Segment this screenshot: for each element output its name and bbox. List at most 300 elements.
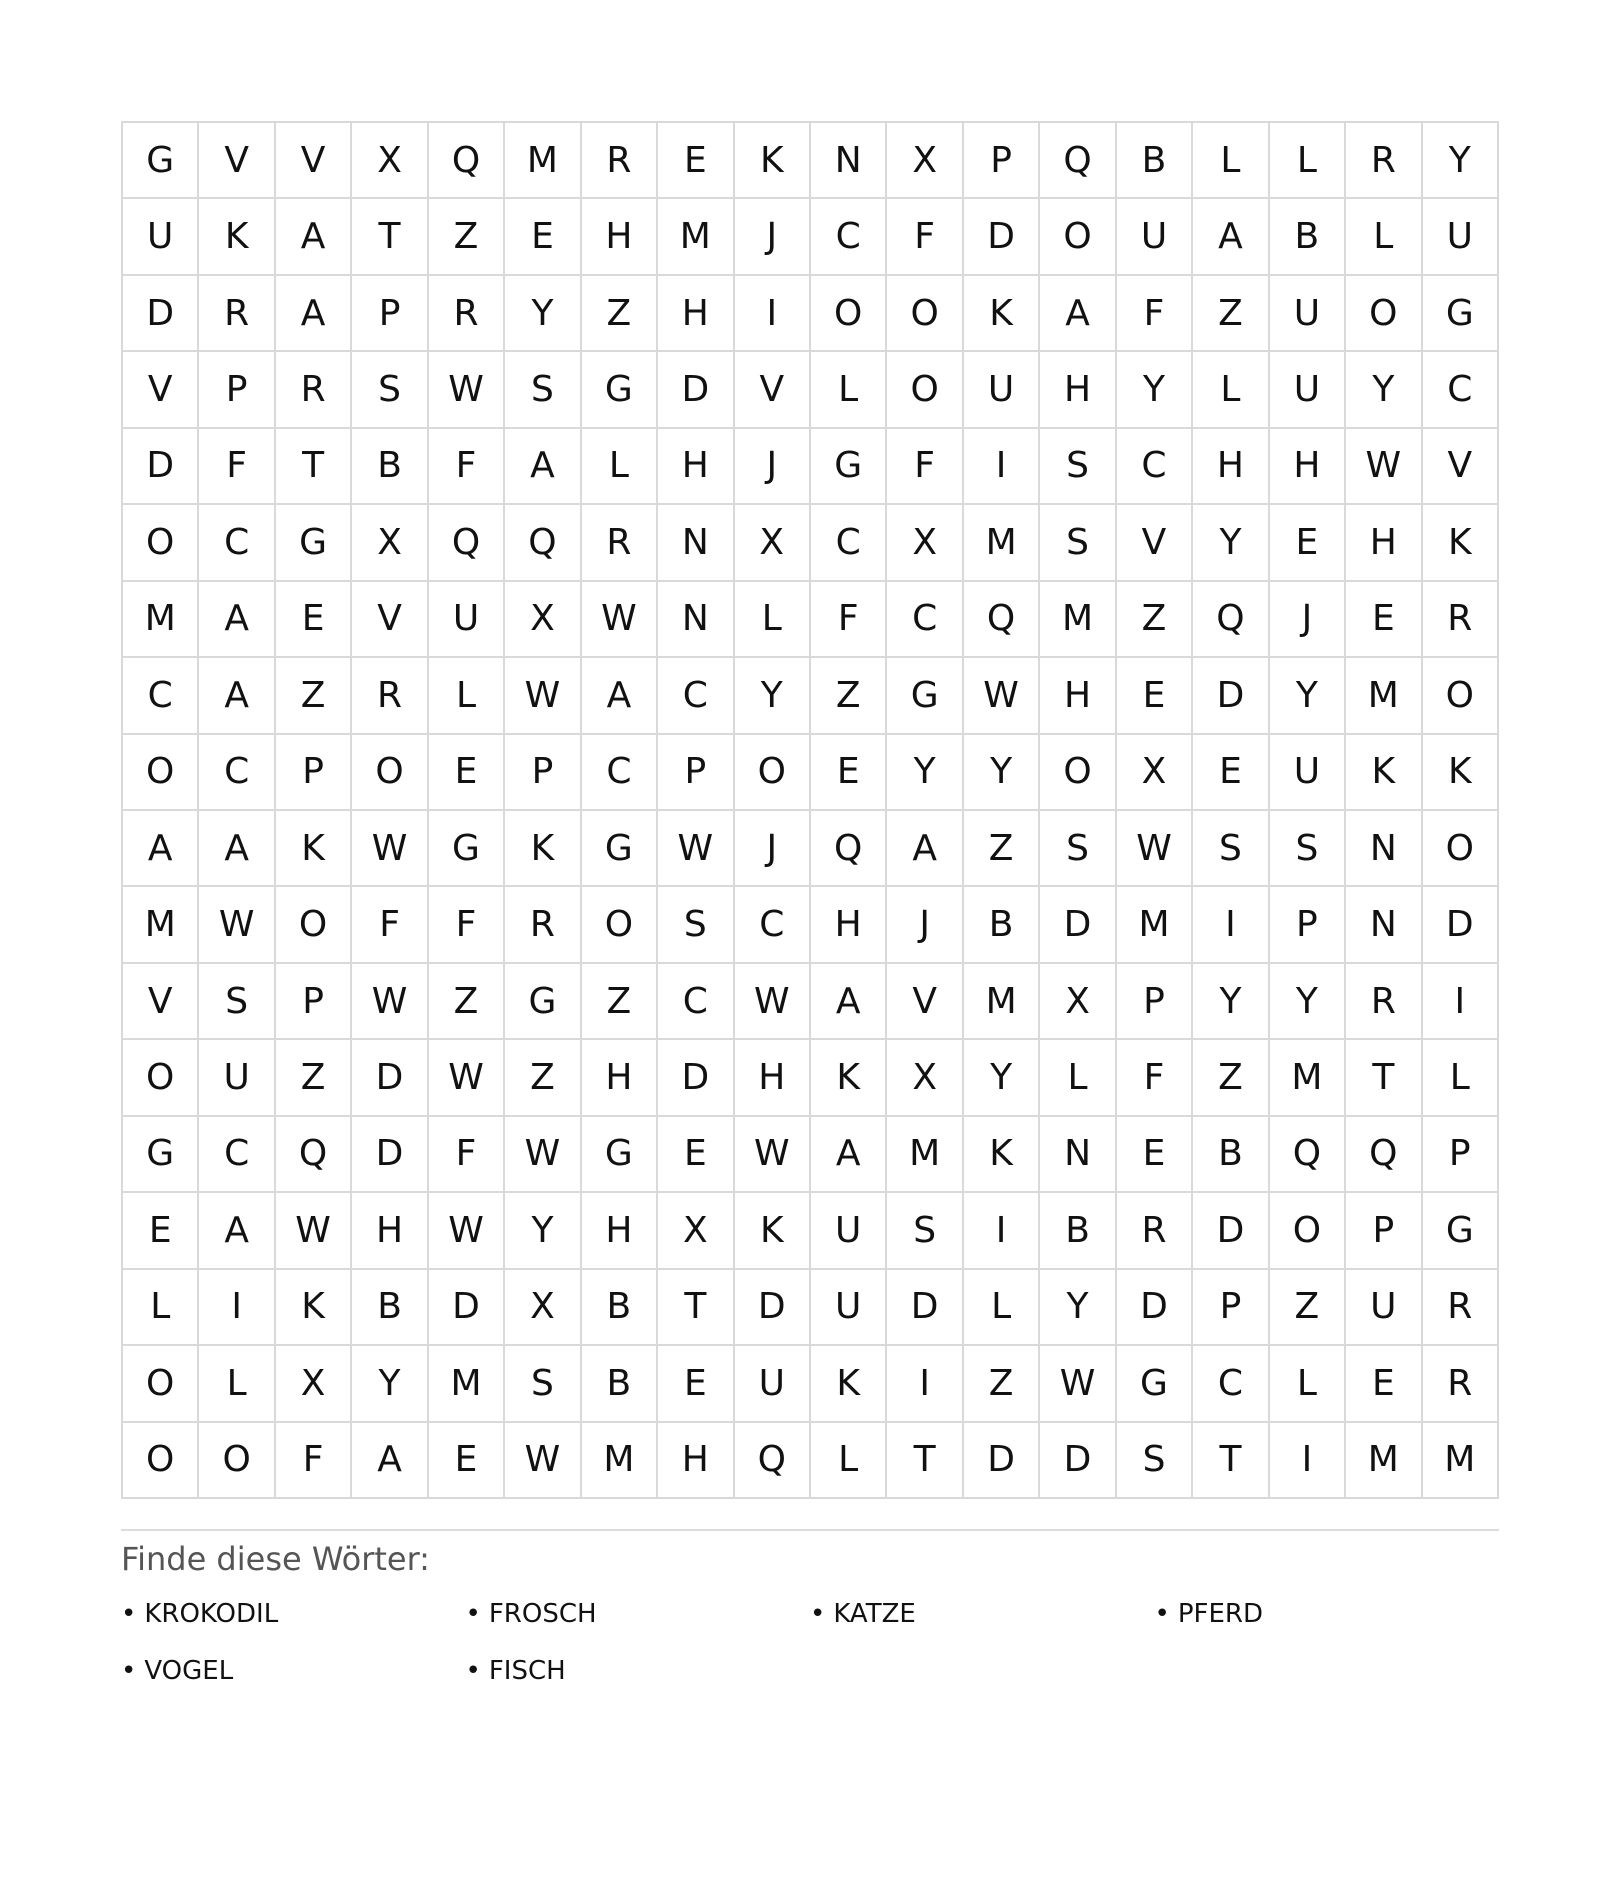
grid-cell[interactable]: F (887, 199, 963, 275)
grid-cell[interactable]: D (658, 352, 734, 428)
grid-cell[interactable]: R (1346, 964, 1422, 1040)
grid-cell[interactable]: C (1193, 1346, 1269, 1422)
grid-cell[interactable]: A (199, 658, 275, 734)
grid-cell[interactable]: U (1346, 1270, 1422, 1346)
grid-cell[interactable]: E (429, 1423, 505, 1499)
grid-cell[interactable]: A (199, 811, 275, 887)
grid-cell[interactable]: D (352, 1117, 428, 1193)
grid-cell[interactable]: D (1117, 1270, 1193, 1346)
grid-cell[interactable]: E (276, 582, 352, 658)
grid-cell[interactable]: E (1117, 1117, 1193, 1193)
grid-cell[interactable]: A (1193, 199, 1269, 275)
grid-cell[interactable]: Z (1193, 276, 1269, 352)
grid-cell[interactable]: F (429, 429, 505, 505)
grid-cell[interactable]: K (735, 1193, 811, 1269)
grid-cell[interactable]: O (582, 887, 658, 963)
grid-cell[interactable]: S (352, 352, 428, 428)
grid-cell[interactable]: M (1117, 887, 1193, 963)
grid-cell[interactable]: G (582, 352, 658, 428)
grid-cell[interactable]: L (429, 658, 505, 734)
grid-cell[interactable]: S (505, 1346, 581, 1422)
grid-cell[interactable]: R (1423, 1270, 1499, 1346)
grid-cell[interactable]: V (1117, 505, 1193, 581)
grid-cell[interactable]: F (1117, 276, 1193, 352)
grid-cell[interactable]: H (582, 1040, 658, 1116)
grid-cell[interactable]: X (887, 505, 963, 581)
grid-cell[interactable]: L (1270, 1346, 1346, 1422)
grid-cell[interactable]: J (887, 887, 963, 963)
grid-cell[interactable]: U (1270, 352, 1346, 428)
grid-cell[interactable]: P (505, 735, 581, 811)
grid-cell[interactable]: E (1117, 658, 1193, 734)
grid-cell[interactable]: M (887, 1117, 963, 1193)
grid-cell[interactable]: E (1346, 582, 1422, 658)
grid-cell[interactable]: A (582, 658, 658, 734)
grid-cell[interactable]: M (1270, 1040, 1346, 1116)
grid-cell[interactable]: Z (505, 1040, 581, 1116)
grid-cell[interactable]: W (276, 1193, 352, 1269)
grid-cell[interactable]: M (1040, 582, 1116, 658)
grid-cell[interactable]: W (505, 1423, 581, 1499)
grid-cell[interactable]: E (123, 1193, 199, 1269)
grid-cell[interactable]: M (658, 199, 734, 275)
grid-cell[interactable]: B (352, 1270, 428, 1346)
grid-cell[interactable]: Y (1270, 964, 1346, 1040)
grid-cell[interactable]: N (658, 505, 734, 581)
grid-cell[interactable]: Z (276, 1040, 352, 1116)
grid-cell[interactable]: G (582, 811, 658, 887)
grid-cell[interactable]: W (1040, 1346, 1116, 1422)
grid-cell[interactable]: D (658, 1040, 734, 1116)
grid-cell[interactable]: R (1423, 1346, 1499, 1422)
grid-cell[interactable]: F (276, 1423, 352, 1499)
grid-cell[interactable]: F (429, 1117, 505, 1193)
grid-cell[interactable]: H (352, 1193, 428, 1269)
grid-cell[interactable]: X (505, 582, 581, 658)
grid-cell[interactable]: H (1040, 352, 1116, 428)
grid-cell[interactable]: O (123, 505, 199, 581)
grid-cell[interactable]: I (1270, 1423, 1346, 1499)
grid-cell[interactable]: V (276, 123, 352, 199)
grid-cell[interactable]: P (964, 123, 1040, 199)
grid-cell[interactable]: Z (1193, 1040, 1269, 1116)
grid-cell[interactable]: M (1346, 1423, 1422, 1499)
grid-cell[interactable]: Z (582, 276, 658, 352)
grid-cell[interactable]: M (123, 582, 199, 658)
grid-cell[interactable]: U (429, 582, 505, 658)
grid-cell[interactable]: A (887, 811, 963, 887)
grid-cell[interactable]: E (505, 199, 581, 275)
grid-cell[interactable]: U (811, 1193, 887, 1269)
grid-cell[interactable]: P (1117, 964, 1193, 1040)
grid-cell[interactable]: G (1117, 1346, 1193, 1422)
grid-cell[interactable]: F (887, 429, 963, 505)
grid-cell[interactable]: S (1117, 1423, 1193, 1499)
grid-cell[interactable]: S (1270, 811, 1346, 887)
grid-cell[interactable]: K (811, 1346, 887, 1422)
grid-cell[interactable]: O (1423, 811, 1499, 887)
grid-cell[interactable]: L (1040, 1040, 1116, 1116)
grid-cell[interactable]: M (123, 887, 199, 963)
grid-cell[interactable]: E (1193, 735, 1269, 811)
grid-cell[interactable]: G (582, 1117, 658, 1193)
grid-cell[interactable]: Y (1346, 352, 1422, 428)
grid-cell[interactable]: V (199, 123, 275, 199)
grid-cell[interactable]: Z (276, 658, 352, 734)
grid-cell[interactable]: Q (276, 1117, 352, 1193)
grid-cell[interactable]: P (276, 735, 352, 811)
grid-cell[interactable]: G (1423, 1193, 1499, 1269)
grid-cell[interactable]: P (199, 352, 275, 428)
grid-cell[interactable]: B (582, 1270, 658, 1346)
grid-cell[interactable]: C (582, 735, 658, 811)
grid-cell[interactable]: T (276, 429, 352, 505)
grid-cell[interactable]: G (505, 964, 581, 1040)
grid-cell[interactable]: D (964, 1423, 1040, 1499)
grid-cell[interactable]: M (429, 1346, 505, 1422)
grid-cell[interactable]: D (1040, 887, 1116, 963)
grid-cell[interactable]: O (123, 1423, 199, 1499)
grid-cell[interactable]: R (1117, 1193, 1193, 1269)
grid-cell[interactable]: G (123, 1117, 199, 1193)
grid-cell[interactable]: P (276, 964, 352, 1040)
grid-cell[interactable]: H (582, 1193, 658, 1269)
grid-cell[interactable]: M (505, 123, 581, 199)
grid-cell[interactable]: Y (1040, 1270, 1116, 1346)
grid-cell[interactable]: C (811, 199, 887, 275)
grid-cell[interactable]: Y (1423, 123, 1499, 199)
grid-cell[interactable]: W (658, 811, 734, 887)
grid-cell[interactable]: W (964, 658, 1040, 734)
grid-cell[interactable]: Z (429, 199, 505, 275)
grid-cell[interactable]: X (658, 1193, 734, 1269)
grid-cell[interactable]: O (887, 276, 963, 352)
grid-cell[interactable]: Y (964, 1040, 1040, 1116)
grid-cell[interactable]: V (1423, 429, 1499, 505)
grid-cell[interactable]: L (582, 429, 658, 505)
grid-cell[interactable]: C (735, 887, 811, 963)
grid-cell[interactable]: E (658, 123, 734, 199)
grid-cell[interactable]: O (123, 735, 199, 811)
grid-cell[interactable]: T (887, 1423, 963, 1499)
grid-cell[interactable]: H (658, 1423, 734, 1499)
grid-cell[interactable]: K (964, 1117, 1040, 1193)
grid-cell[interactable]: T (658, 1270, 734, 1346)
grid-cell[interactable]: Z (1270, 1270, 1346, 1346)
grid-cell[interactable]: O (811, 276, 887, 352)
grid-cell[interactable]: M (582, 1423, 658, 1499)
grid-cell[interactable]: X (352, 505, 428, 581)
grid-cell[interactable]: S (1040, 811, 1116, 887)
grid-cell[interactable]: H (582, 199, 658, 275)
grid-cell[interactable]: I (199, 1270, 275, 1346)
grid-cell[interactable]: A (811, 1117, 887, 1193)
grid-cell[interactable]: G (123, 123, 199, 199)
grid-cell[interactable]: X (887, 1040, 963, 1116)
grid-cell[interactable]: H (658, 429, 734, 505)
grid-cell[interactable]: Y (964, 735, 1040, 811)
grid-cell[interactable]: O (1270, 1193, 1346, 1269)
grid-cell[interactable]: O (735, 735, 811, 811)
grid-cell[interactable]: A (352, 1423, 428, 1499)
grid-cell[interactable]: K (1346, 735, 1422, 811)
grid-cell[interactable]: Q (505, 505, 581, 581)
grid-cell[interactable]: A (276, 199, 352, 275)
grid-cell[interactable]: O (887, 352, 963, 428)
grid-cell[interactable]: L (811, 1423, 887, 1499)
grid-cell[interactable]: G (811, 429, 887, 505)
grid-cell[interactable]: S (1040, 429, 1116, 505)
grid-cell[interactable]: W (1117, 811, 1193, 887)
grid-cell[interactable]: H (1270, 429, 1346, 505)
grid-cell[interactable]: E (811, 735, 887, 811)
grid-cell[interactable]: F (429, 887, 505, 963)
grid-cell[interactable]: D (964, 199, 1040, 275)
grid-cell[interactable]: W (505, 658, 581, 734)
grid-cell[interactable]: C (887, 582, 963, 658)
grid-cell[interactable]: O (1346, 276, 1422, 352)
grid-cell[interactable]: C (658, 658, 734, 734)
grid-cell[interactable]: G (887, 658, 963, 734)
grid-cell[interactable]: E (429, 735, 505, 811)
grid-cell[interactable]: B (1040, 1193, 1116, 1269)
grid-cell[interactable]: W (352, 811, 428, 887)
grid-cell[interactable]: K (276, 811, 352, 887)
grid-cell[interactable]: L (1346, 199, 1422, 275)
grid-cell[interactable]: W (1346, 429, 1422, 505)
grid-cell[interactable]: S (1193, 811, 1269, 887)
grid-cell[interactable]: R (505, 887, 581, 963)
grid-cell[interactable]: B (1270, 199, 1346, 275)
grid-cell[interactable]: D (352, 1040, 428, 1116)
grid-cell[interactable]: V (735, 352, 811, 428)
grid-cell[interactable]: O (123, 1040, 199, 1116)
grid-cell[interactable]: U (1117, 199, 1193, 275)
grid-cell[interactable]: U (1270, 276, 1346, 352)
grid-cell[interactable]: D (123, 276, 199, 352)
grid-cell[interactable]: U (811, 1270, 887, 1346)
grid-cell[interactable]: Y (887, 735, 963, 811)
grid-cell[interactable]: S (887, 1193, 963, 1269)
grid-cell[interactable]: M (964, 505, 1040, 581)
grid-cell[interactable]: N (1040, 1117, 1116, 1193)
grid-cell[interactable]: U (735, 1346, 811, 1422)
grid-cell[interactable]: A (199, 582, 275, 658)
grid-cell[interactable]: K (735, 123, 811, 199)
grid-cell[interactable]: O (276, 887, 352, 963)
grid-cell[interactable]: D (735, 1270, 811, 1346)
grid-cell[interactable]: X (505, 1270, 581, 1346)
grid-cell[interactable]: B (1193, 1117, 1269, 1193)
grid-cell[interactable]: H (1040, 658, 1116, 734)
grid-cell[interactable]: O (1423, 658, 1499, 734)
grid-cell[interactable]: A (505, 429, 581, 505)
grid-cell[interactable]: D (123, 429, 199, 505)
grid-cell[interactable]: Q (735, 1423, 811, 1499)
grid-cell[interactable]: L (123, 1270, 199, 1346)
grid-cell[interactable]: Z (582, 964, 658, 1040)
grid-cell[interactable]: H (1193, 429, 1269, 505)
grid-cell[interactable]: W (735, 1117, 811, 1193)
grid-cell[interactable]: Z (964, 1346, 1040, 1422)
grid-cell[interactable]: V (123, 352, 199, 428)
grid-cell[interactable]: R (352, 658, 428, 734)
grid-cell[interactable]: C (199, 735, 275, 811)
grid-cell[interactable]: R (1423, 582, 1499, 658)
grid-cell[interactable]: A (1040, 276, 1116, 352)
grid-cell[interactable]: O (1040, 735, 1116, 811)
grid-cell[interactable]: X (352, 123, 428, 199)
grid-cell[interactable]: P (1423, 1117, 1499, 1193)
grid-cell[interactable]: P (658, 735, 734, 811)
grid-cell[interactable]: Y (352, 1346, 428, 1422)
grid-cell[interactable]: T (1346, 1040, 1422, 1116)
grid-cell[interactable]: K (1423, 505, 1499, 581)
grid-cell[interactable]: B (964, 887, 1040, 963)
grid-cell[interactable]: U (123, 199, 199, 275)
grid-cell[interactable]: H (811, 887, 887, 963)
grid-cell[interactable]: U (964, 352, 1040, 428)
grid-cell[interactable]: E (658, 1346, 734, 1422)
grid-cell[interactable]: D (1040, 1423, 1116, 1499)
grid-cell[interactable]: A (123, 811, 199, 887)
grid-cell[interactable]: L (735, 582, 811, 658)
grid-cell[interactable]: S (658, 887, 734, 963)
grid-cell[interactable]: Y (1117, 352, 1193, 428)
grid-cell[interactable]: D (887, 1270, 963, 1346)
grid-cell[interactable]: J (1270, 582, 1346, 658)
grid-cell[interactable]: W (352, 964, 428, 1040)
grid-cell[interactable]: W (505, 1117, 581, 1193)
grid-cell[interactable]: W (582, 582, 658, 658)
grid-cell[interactable]: Q (811, 811, 887, 887)
grid-cell[interactable]: Q (429, 123, 505, 199)
grid-cell[interactable]: J (735, 429, 811, 505)
grid-cell[interactable]: X (735, 505, 811, 581)
grid-cell[interactable]: X (1040, 964, 1116, 1040)
grid-cell[interactable]: L (1193, 123, 1269, 199)
grid-cell[interactable]: O (1040, 199, 1116, 275)
grid-cell[interactable]: H (735, 1040, 811, 1116)
grid-cell[interactable]: Y (1193, 964, 1269, 1040)
grid-cell[interactable]: Q (1346, 1117, 1422, 1193)
grid-cell[interactable]: J (735, 811, 811, 887)
grid-cell[interactable]: B (582, 1346, 658, 1422)
grid-cell[interactable]: A (276, 276, 352, 352)
grid-cell[interactable]: R (582, 123, 658, 199)
grid-cell[interactable]: N (811, 123, 887, 199)
grid-cell[interactable]: W (735, 964, 811, 1040)
grid-cell[interactable]: O (352, 735, 428, 811)
grid-cell[interactable]: N (1346, 811, 1422, 887)
grid-cell[interactable]: F (352, 887, 428, 963)
grid-cell[interactable]: C (199, 505, 275, 581)
grid-cell[interactable]: N (1346, 887, 1422, 963)
grid-cell[interactable]: D (1193, 658, 1269, 734)
grid-cell[interactable]: F (199, 429, 275, 505)
grid-cell[interactable]: R (1346, 123, 1422, 199)
grid-cell[interactable]: H (1346, 505, 1422, 581)
grid-cell[interactable]: B (1117, 123, 1193, 199)
grid-cell[interactable]: U (1270, 735, 1346, 811)
grid-cell[interactable]: O (123, 1346, 199, 1422)
grid-cell[interactable]: W (429, 1040, 505, 1116)
grid-cell[interactable]: B (352, 429, 428, 505)
grid-cell[interactable]: E (1270, 505, 1346, 581)
grid-cell[interactable]: L (1193, 352, 1269, 428)
grid-cell[interactable]: Y (505, 276, 581, 352)
grid-cell[interactable]: Z (811, 658, 887, 734)
grid-cell[interactable]: I (964, 429, 1040, 505)
grid-cell[interactable]: W (429, 1193, 505, 1269)
grid-cell[interactable]: G (276, 505, 352, 581)
grid-cell[interactable]: G (429, 811, 505, 887)
grid-cell[interactable]: U (199, 1040, 275, 1116)
grid-cell[interactable]: Y (1270, 658, 1346, 734)
grid-cell[interactable]: X (887, 123, 963, 199)
grid-cell[interactable]: W (429, 352, 505, 428)
grid-cell[interactable]: O (199, 1423, 275, 1499)
grid-cell[interactable]: R (276, 352, 352, 428)
grid-cell[interactable]: G (1423, 276, 1499, 352)
grid-cell[interactable]: Y (505, 1193, 581, 1269)
grid-cell[interactable]: K (811, 1040, 887, 1116)
grid-cell[interactable]: J (735, 199, 811, 275)
grid-cell[interactable]: T (1193, 1423, 1269, 1499)
grid-cell[interactable]: L (811, 352, 887, 428)
grid-cell[interactable]: Q (429, 505, 505, 581)
grid-cell[interactable]: P (1346, 1193, 1422, 1269)
grid-cell[interactable]: K (964, 276, 1040, 352)
grid-cell[interactable]: V (887, 964, 963, 1040)
grid-cell[interactable]: C (1423, 352, 1499, 428)
grid-cell[interactable]: K (199, 199, 275, 275)
grid-cell[interactable]: K (505, 811, 581, 887)
grid-cell[interactable]: I (964, 1193, 1040, 1269)
grid-cell[interactable]: M (964, 964, 1040, 1040)
grid-cell[interactable]: A (199, 1193, 275, 1269)
grid-cell[interactable]: C (811, 505, 887, 581)
grid-cell[interactable]: E (658, 1117, 734, 1193)
grid-cell[interactable]: F (1117, 1040, 1193, 1116)
grid-cell[interactable]: E (1346, 1346, 1422, 1422)
grid-cell[interactable]: P (352, 276, 428, 352)
grid-cell[interactable]: R (582, 505, 658, 581)
grid-cell[interactable]: K (1423, 735, 1499, 811)
grid-cell[interactable]: Q (1270, 1117, 1346, 1193)
grid-cell[interactable]: M (1423, 1423, 1499, 1499)
grid-cell[interactable]: R (199, 276, 275, 352)
grid-cell[interactable]: P (1193, 1270, 1269, 1346)
grid-cell[interactable]: D (1423, 887, 1499, 963)
grid-cell[interactable]: C (1117, 429, 1193, 505)
grid-cell[interactable]: A (811, 964, 887, 1040)
grid-cell[interactable]: C (658, 964, 734, 1040)
grid-cell[interactable]: C (199, 1117, 275, 1193)
grid-cell[interactable]: S (1040, 505, 1116, 581)
grid-cell[interactable]: V (352, 582, 428, 658)
grid-cell[interactable]: Q (1193, 582, 1269, 658)
grid-cell[interactable]: X (1117, 735, 1193, 811)
grid-cell[interactable]: N (658, 582, 734, 658)
grid-cell[interactable]: H (658, 276, 734, 352)
grid-cell[interactable]: L (1423, 1040, 1499, 1116)
grid-cell[interactable]: S (199, 964, 275, 1040)
grid-cell[interactable]: Y (735, 658, 811, 734)
grid-cell[interactable]: K (276, 1270, 352, 1346)
grid-cell[interactable]: W (199, 887, 275, 963)
grid-cell[interactable]: M (1346, 658, 1422, 734)
